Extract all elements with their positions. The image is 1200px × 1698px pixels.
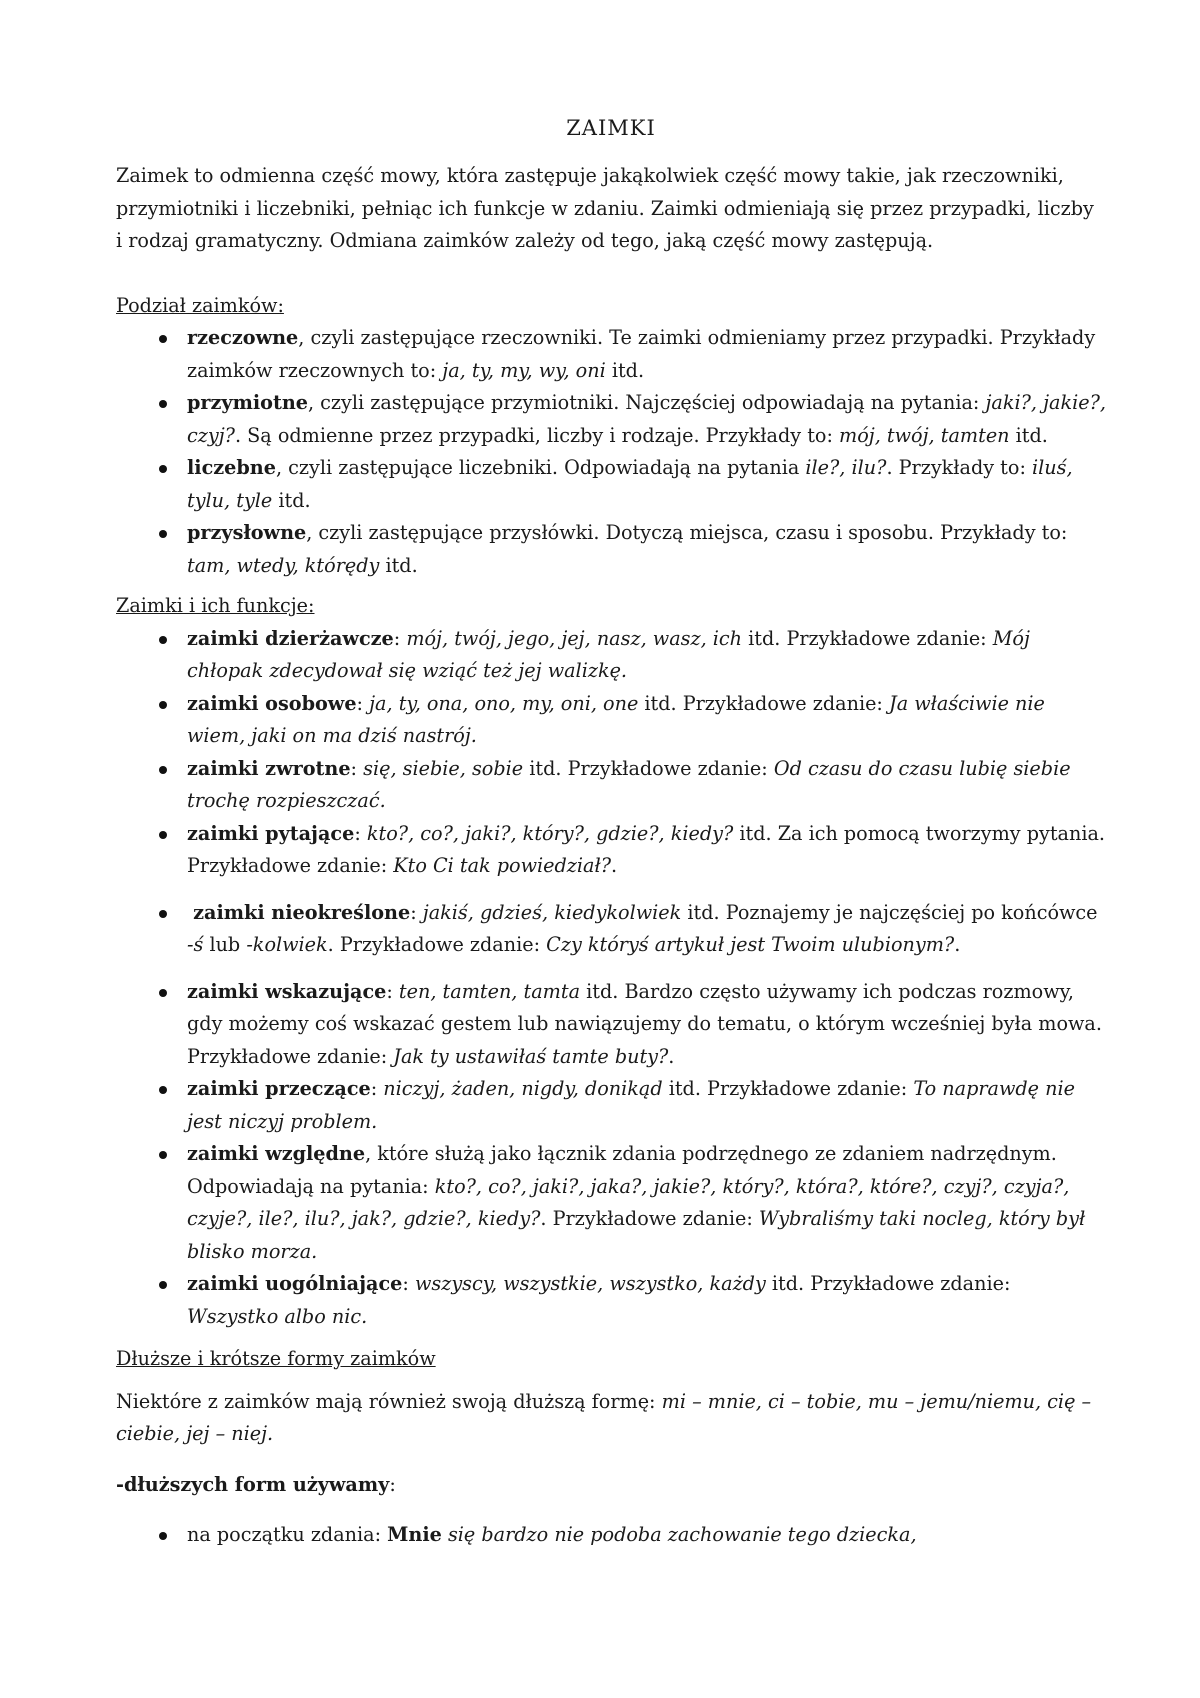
list-item: zaimki dzierżawcze: mój, twój, jego, jej, nasz, wasz, ich itd. Przykładowe zdanie: Mój chłopak zdecydował się wziąć też jej walizkę. [187,623,1106,688]
forms-paragraph: Niektóre z zaimków mają również swoją dłuższą formę: mi – mnie, ci – tobie, mu – jemu/niemu, cię – ciebie, jej – niej. [116,1389,1092,1445]
division-heading: Podział zaimków: [116,293,284,317]
forms-list [116,1519,1106,1552]
division-list [116,322,1106,582]
list-item: przysłowne, czyli zastępujące przysłówki. Dotyczą miejsca, czasu i sposobu. Przykłady to: tam, wtedy, którędy itd. [187,517,1106,582]
list-item: zaimki nieokreślone: jakiś, gdzieś, kiedykolwiek itd. Poznajemy je najczęściej po końcówce -ś lub -kolwiek. Przykładowe zdanie: Czy któryś artykuł jest Twoim ulubionym?. [187,897,1106,962]
intro-paragraph: Zaimek to odmienna część mowy, która zastępuje jakąkolwiek część mowy takie, jak rzeczowniki, przymiotniki i liczebniki, pełniąc ich funkcje w zdaniu. Zaimki odmieniają się przez przypadki, liczby i rodzaj gramatyczny. Odmiana zaimków zależy od tego, jaką część mowy zastępują. [116,164,1094,252]
page-title: ZAIMKI [566,116,656,140]
functions-heading: Zaimki i ich funkcje: [116,594,315,617]
longer-forms-label: -dłuższych form używamy: [116,1472,396,1496]
functions-list [116,623,1106,1334]
document-page [116,108,1106,1552]
list-item: rzeczowne, czyli zastępujące rzeczowniki. Te zaimki odmieniamy przez przypadki. Przykłady zaimków rzeczownych to: ja, ty, my, wy, oni itd. [187,322,1106,387]
forms-heading: Dłuższe i krótsze formy zaimków [116,1347,436,1370]
list-item: zaimki osobowe: ja, ty, ona, ono, my, oni, one itd. Przykładowe zdanie: Ja właściwie nie wiem, jaki on ma dziś nastrój. [187,688,1106,753]
list-item: zaimki wskazujące: ten, tamten, tamta itd. Bardzo często używamy ich podczas rozmowy, gdy możemy coś wskazać gestem lub nawiązujemy do tematu, o którym wcześniej była mowa. Przykładowe zdanie: Jak ty ustawiłaś tamte buty?. [187,976,1106,1074]
list-item: zaimki przeczące: niczyj, żaden, nigdy, donikąd itd. Przykładowe zdanie: To naprawdę nie jest niczyj problem. [187,1073,1106,1138]
list-item: zaimki pytające: kto?, co?, jaki?, który?, gdzie?, kiedy? itd. Za ich pomocą tworzymy pytania. Przykładowe zdanie: Kto Ci tak powiedział?. [187,818,1106,883]
list-item: zaimki zwrotne: się, siebie, sobie itd. Przykładowe zdanie: Od czasu do czasu lubię siebie trochę rozpieszczać. [187,753,1106,818]
list-item: liczebne, czyli zastępujące liczebniki. Odpowiadają na pytania ile?, ilu?. Przykłady to: iluś, tylu, tyle itd. [187,452,1106,517]
list-item: na początku zdania: Mnie się bardzo nie podoba zachowanie tego dziecka, [187,1519,1106,1552]
list-item: zaimki uogólniające: wszyscy, wszystkie, wszystko, każdy itd. Przykładowe zdanie: Wszystko albo nic. [187,1268,1106,1333]
list-item: przymiotne, czyli zastępujące przymiotniki. Najczęściej odpowiadają na pytania: jaki?, jakie?, czyj?. Są odmienne przez przypadki, liczby i rodzaje. Przykłady to: mój, twój, tamten itd. [187,387,1106,452]
list-item: zaimki względne, które służą jako łącznik zdania podrzędnego ze zdaniem nadrzędnym. Odpowiadają na pytania: kto?, co?, jaki?, jaka?, jakie?, który?, która?, które?, czyj?, czyja?, czyje?, ile?, ilu?, jak?, gdzie?, kiedy?. Przykładowe zdanie: Wybraliśmy taki nocleg, który był blisko morza. [187,1138,1106,1268]
